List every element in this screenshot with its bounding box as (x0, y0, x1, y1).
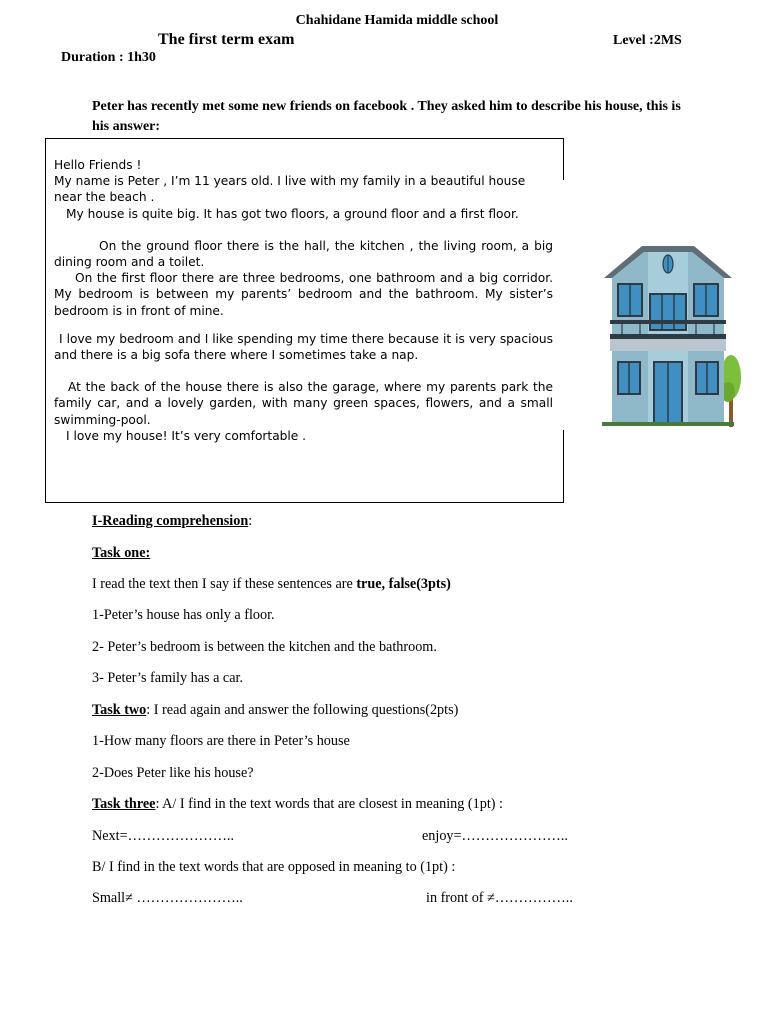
task3-instruction-a: : A/ I find in the text words that are closest in meaning (1pt) : (155, 796, 503, 812)
letter-paragraph: I love my bedroom and I like spending my time there because it is very spacious and there is a big sofa there where I sometimes take a nap. (54, 331, 553, 363)
task3-instruction-b: B/ I find in the text words that are opposed in meaning to (1pt) : (92, 859, 456, 875)
task3-a-blank-next: Next=………………….. (92, 828, 234, 844)
task1-title-text: Task one (92, 545, 146, 561)
task2-title: Task two (92, 702, 147, 718)
task2-item: 2-Does Peter like his house? (92, 765, 254, 781)
task3-b-blank-small: Small≠ ………………….. (92, 890, 243, 906)
box-border-gap (555, 180, 569, 430)
duration-label: Duration : 1h30 (61, 50, 156, 65)
task3-b-blank-front: in front of ≠…………….. (426, 890, 573, 906)
letter-paragraph: At the back of the house there is also the garage, where my parents park the family car, and a lovely garden, with many green spaces, flowers, and a small swimming-pool. (54, 380, 553, 427)
section-title-text: I-Reading comprehension (92, 513, 249, 529)
section-title (92, 513, 252, 530)
task3-heading (92, 796, 503, 813)
house-illustration (600, 242, 745, 432)
letter-paragraph: My house is quite big. It has got two floors, a ground floor and a first floor. (66, 206, 519, 221)
task3-a-blank-enjoy: enjoy=………………….. (422, 828, 568, 844)
letter-paragraph: I love my house! It’s very comfortable . (66, 428, 307, 443)
task2-item: 1-How many floors are there in Peter’s house (92, 733, 350, 749)
task1-title (92, 545, 150, 562)
level-label: Level :2MS (613, 33, 682, 48)
task2-instruction: : I read again and answer the following questions(2pts) (146, 702, 459, 718)
letter-paragraph: On the ground floor there is the hall, the kitchen , the living room, a big dining room and a toilet. (54, 238, 553, 270)
task1-instruction-text: I read the text then I say if these sentences are (92, 576, 357, 592)
school-name: Chahidane Hamida middle school (295, 13, 499, 28)
task1-instruction-bold: true, false(3pts) (356, 576, 451, 592)
exam-title: The first term exam (158, 31, 295, 48)
letter-greeting: Hello Friends ! (54, 158, 142, 172)
intro-paragraph: Peter has recently met some new friends on facebook . They asked him to describe his house, this is his answer: (92, 99, 681, 134)
task1-item: 1-Peter’s house has only a floor. (92, 607, 275, 623)
task1-item: 2- Peter’s bedroom is between the kitchen and the bathroom. (92, 639, 437, 655)
task2-heading (92, 702, 458, 719)
letter-text (54, 157, 553, 444)
letter-paragraph: My name is Peter , I’m 11 years old. I live with my family in a beautiful house near the beach . (54, 174, 526, 205)
task1-item: 3- Peter’s family has a car. (92, 670, 244, 686)
task1-instruction (92, 576, 451, 593)
task1-title-colon: : (145, 545, 151, 561)
letter-paragraph: On the first floor there are three bedrooms, one bathroom and a big corridor. My bedroom is between my parents’ bedroom and the bathroom. My sister’s bedroom is in front of mine. (54, 271, 553, 318)
section-title-colon: : (248, 513, 253, 529)
task3-title: Task three (92, 796, 156, 812)
